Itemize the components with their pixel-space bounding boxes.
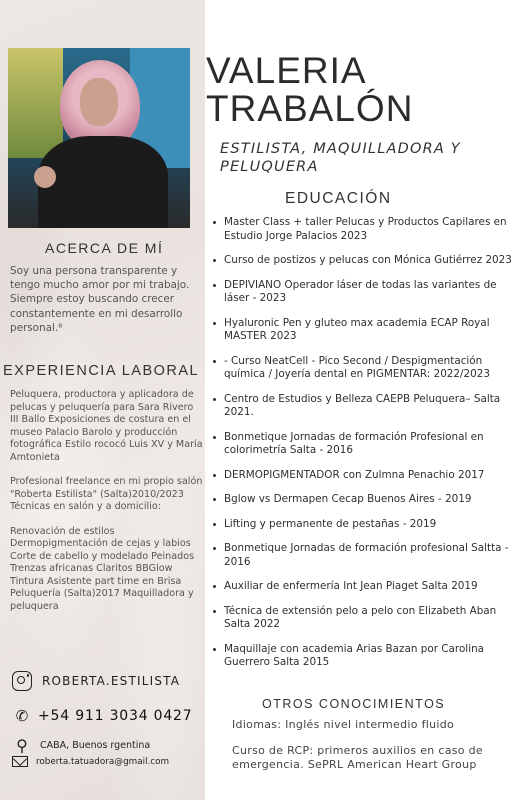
rcp-text: Curso de RCP: primeros auxilios en caso de emergencia. SePRL American Heart Group: [232, 744, 483, 771]
photo-body: [38, 136, 168, 228]
person-name: [206, 52, 413, 128]
about-text: Soy una persona transparente y tengo mucho amor por mi trabajo. Siempre estoy buscando crecer constantemente en mi desarrollo personal.⁸: [10, 265, 190, 334]
instagram-icon: [12, 671, 32, 691]
about-title: ACERCA DE MÍ: [45, 240, 164, 256]
mail-icon: [12, 756, 28, 767]
experience-paragraph: Peluquera, productora y aplicadora de pelucas y peluquería para Sara Rivero III Ballo Exposiciones de costura en el museo Palacio Barolo y producción fotográfica Estilo rococó Luis XV y María Amtonieta: [10, 389, 203, 463]
phone-icon: ✆: [15, 707, 29, 725]
education-item: Master Class + taller Pelucas y Productos Capilares en Estudio Jorge Palacios 2023: [212, 216, 520, 243]
education-item: Lifting y permanente de pestañas - 2019: [212, 518, 520, 532]
location-pin-icon: ⚲: [16, 736, 28, 755]
education-item: Bonmetique Jornadas de formación Profesional en colorimetría Salta - 2016: [212, 431, 520, 458]
experience-title: EXPERIENCIA LABORAL: [3, 363, 200, 379]
education-item: Centro de Estudios y Belleza CAEPB Peluquera– Salta 2021.: [212, 393, 520, 420]
education-item: Hyaluronic Pen y gluteo max academia ECAP Royal MASTER 2023: [212, 317, 520, 344]
experience-paragraph: Renovación de estilos Dermopigmentación de cejas y labios Corte de cabello y modelado Peinados Trenzas africanas Claritos BBGlow Tintura Asistente part time en Brisa Peluquería (Salta)2017 Maquilladora y peluquera: [10, 525, 195, 612]
education-item: Técnica de extensión pelo a pelo con Elizabeth Aban Salta 2022: [212, 605, 520, 632]
education-item: Bonmetique Jornadas de formación profesional Saltta - 2016: [212, 542, 520, 569]
phone-number: +54 911 3034 0427: [38, 708, 193, 724]
education-item: DEPIVIANO Operador láser de todas las variantes de láser - 2023: [212, 279, 520, 306]
education-list: [212, 216, 520, 681]
photo-hand: [34, 166, 56, 188]
education-item: Curso de postizos y pelucas con Mónica Gutiérrez 2023: [212, 254, 520, 268]
languages-text: Idiomas: Inglés nivel intermedio fluido: [232, 718, 455, 731]
experience-text: [10, 389, 204, 625]
photo-face: [80, 78, 118, 126]
education-item: - Curso NeatCell - Pico Second / Despigmentación química / Joyería dental en PIGMENTAR: 2022/2023: [212, 355, 520, 382]
photo-background-art: [8, 48, 63, 158]
contact-email[interactable]: [12, 756, 169, 767]
name-first: VALERIA: [206, 50, 367, 91]
other-knowledge-title: OTROS CONOCIMIENTOS: [262, 697, 446, 711]
education-title: EDUCACIÓN: [285, 190, 392, 207]
education-item: Maquillaje con academia Arias Bazan por Carolina Guerrero Salta 2015: [212, 643, 520, 670]
location-text: CABA, Buenos rgentina: [40, 740, 151, 751]
profile-photo: [8, 48, 190, 228]
education-item: DERMOPIGMENTADOR con Zulmna Penachio 2017: [212, 469, 520, 483]
contact-phone[interactable]: [12, 707, 192, 725]
experience-paragraph: Profesional freelance en mi propio salón "Roberta Estilista" (Salta)2010/2023 Técnicas en salón y a domicilio:: [10, 476, 203, 512]
education-item: Auxiliar de enfermería Int Jean Piaget Salta 2019: [212, 580, 520, 594]
education-item: Bglow vs Dermapen Cecap Buenos Aires - 2019: [212, 493, 520, 507]
instagram-handle: ROBERTA.ESTILISTA: [42, 674, 181, 688]
contact-location: [12, 736, 150, 755]
contact-instagram[interactable]: [12, 671, 180, 691]
job-title: ESTILISTA, MAQUILLADORA Y PELUQUERA: [220, 141, 461, 175]
name-last: TRABALÓN: [206, 88, 414, 129]
email-address: roberta.tatuadora@gmail.com: [36, 756, 170, 767]
